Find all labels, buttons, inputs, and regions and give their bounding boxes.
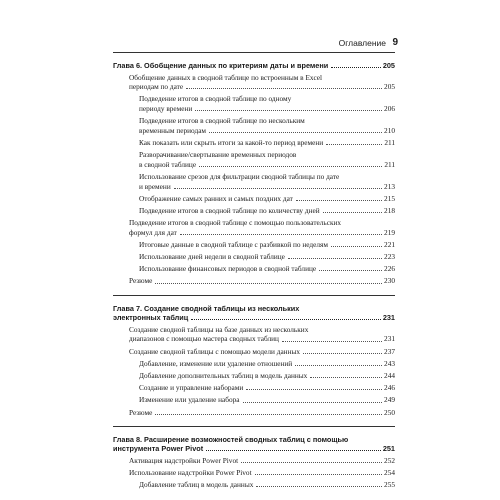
toc-entry-text: Использование срезов для фильтрации сводной таблицы по дате (139, 171, 340, 181)
chapter-title-text: инструмента Power Pivot (113, 444, 204, 454)
toc-entry-text: Создание сводной таблицы с помощью модели данных (129, 346, 301, 356)
dot-leader (246, 389, 382, 390)
dot-leader (206, 450, 381, 451)
toc-entry-line (139, 264, 395, 274)
toc-page-number: 218 (384, 205, 395, 215)
chapter-title-text: Глава 8. Расширение возможностей сводных таблиц с помощью (113, 434, 349, 444)
toc-page-number: 237 (384, 346, 395, 356)
toc-entry (113, 347, 395, 357)
toc-entry (113, 371, 395, 381)
toc-entry-text: Использование финансовых периодов в сводной таблице (139, 264, 317, 274)
toc-entry (113, 480, 395, 490)
toc-entry-line (129, 73, 395, 83)
running-header (0, 38, 500, 52)
dot-leader (282, 341, 382, 342)
toc-page-number: 249 (384, 395, 395, 405)
toc-entry-line (139, 206, 395, 216)
toc-entry (113, 252, 395, 262)
toc-entry-line (139, 194, 395, 204)
dot-leader (174, 188, 382, 189)
toc-entry-line (139, 160, 395, 170)
toc-entry (113, 395, 395, 405)
toc-entry (113, 138, 395, 148)
toc-entry-text: временным периодам (139, 125, 207, 135)
toc-entry (113, 456, 395, 466)
dot-leader (243, 402, 383, 403)
toc-entry-line (129, 408, 395, 418)
chapter-page-number: 251 (382, 444, 395, 454)
toc-entry-text: диапазонов с помощью мастера сводных таблиц (129, 334, 279, 344)
toc-entry-line (139, 172, 395, 182)
toc-entry-text: периодам по дате (129, 82, 184, 92)
dot-leader (303, 353, 382, 354)
toc-entry-text: Добавление таблиц в модель данных (139, 480, 254, 490)
toc-entry (113, 276, 395, 286)
toc-entry-text: и времени (139, 181, 171, 191)
toc-entry-line (139, 138, 395, 148)
toc-entry-line (139, 371, 395, 381)
toc-page-number: 254 (384, 468, 395, 478)
toc-entry-line (139, 359, 395, 369)
toc-page-number: 252 (384, 455, 395, 465)
toc-entry-line (129, 468, 395, 478)
toc-entry-line (139, 240, 395, 250)
toc-page-number: 215 (384, 193, 395, 203)
toc-entry-text: Резюме (129, 276, 153, 286)
toc-entry (113, 325, 395, 344)
dot-leader (180, 234, 382, 235)
chapter-page-number: 231 (382, 313, 395, 323)
toc-entry (113, 94, 395, 113)
toc-entry-line (139, 150, 395, 160)
chapter-heading-line (113, 304, 395, 314)
toc-entry-text: Использование дней недели в сводной таблице (139, 252, 285, 262)
chapter-title-text: Глава 7. Создание сводной таблицы из нескольких (113, 303, 300, 313)
dot-leader (331, 246, 382, 247)
dot-leader (288, 258, 382, 259)
dot-leader (319, 270, 382, 271)
toc-entry-line (129, 276, 395, 286)
toc-entry-line (129, 325, 395, 335)
toc-entry-text: Добавление дополнительных таблиц в модель данных (139, 370, 308, 380)
toc-entry-line (139, 395, 395, 405)
chapter-heading (113, 295, 395, 325)
dot-leader (186, 88, 382, 89)
dot-leader (209, 132, 382, 133)
toc-entry-line (139, 116, 395, 126)
dot-leader (296, 200, 382, 201)
dot-leader (331, 67, 381, 68)
toc-entry (113, 150, 395, 169)
toc-entry-text: в сводной таблице (139, 159, 197, 169)
toc-page-number: 219 (384, 227, 395, 237)
toc-entry-line (139, 182, 395, 192)
toc-entry-text: Подведение итогов в сводной таблице по нескольким (139, 116, 305, 126)
chapter-heading-line (113, 313, 395, 323)
toc-entry-text: периоду времени (139, 103, 193, 113)
toc-entry-text: Изменение или удаление набора (139, 395, 240, 405)
toc-entry (113, 359, 395, 369)
dot-leader (326, 144, 382, 145)
dot-leader (255, 474, 382, 475)
dot-leader (195, 110, 382, 111)
table-of-contents (113, 52, 395, 492)
running-header-title: Оглавление (338, 38, 386, 48)
toc-page-number: 205 (384, 82, 395, 92)
chapter-heading-line (113, 61, 395, 71)
toc-entry-text: Разворачивание/свертывание временных периодов (139, 150, 297, 160)
dot-leader (191, 319, 381, 320)
toc-entry-text: Активация надстройки Power Pivot (129, 455, 239, 465)
toc-page-number: 231 (384, 334, 395, 344)
toc-entry-text: Подведение итогов в сводной таблице по одному (139, 94, 292, 104)
dot-leader (199, 166, 382, 167)
toc-page-number: 206 (384, 103, 395, 113)
toc-page-number: 250 (384, 407, 395, 417)
toc-page-number: 213 (384, 181, 395, 191)
toc-page-number: 246 (384, 383, 395, 393)
toc-entry-line (129, 218, 395, 228)
toc-entry-text: Добавление, изменение или удаление отношений (139, 358, 293, 368)
toc-entry-text: Подведение итогов в сводной таблице с помощью пользовательских (129, 218, 342, 228)
toc-page-number: 223 (384, 252, 395, 262)
toc-page-number: 211 (384, 159, 395, 169)
toc-entry-text: Как показать или скрыть итоги за какой-то период времени (139, 137, 324, 147)
toc-entry (113, 73, 395, 92)
toc-entry-text: Создание и управление наборами (139, 383, 244, 393)
chapter-heading-line (113, 435, 395, 445)
toc-page-number: 244 (384, 370, 395, 380)
toc-entry (113, 240, 395, 250)
toc-entry (113, 383, 395, 393)
chapter-page-number: 205 (382, 61, 395, 70)
chapter-heading (113, 52, 395, 73)
toc-entry (113, 264, 395, 274)
toc-entry-line (139, 252, 395, 262)
toc-page-number: 221 (384, 239, 395, 249)
toc-entry (113, 206, 395, 216)
toc-entry-text: Отображение самых ранних и самых поздних дат (139, 193, 293, 203)
toc-entry-text: Использование надстройки Power Pivot (129, 468, 252, 478)
chapter-heading (113, 426, 395, 456)
toc-entry-text: Итоговые данные в сводной таблице с разбивкой по неделям (139, 239, 328, 249)
toc-entry (113, 194, 395, 204)
toc-entry-text: Создание сводной таблицы на базе данных из нескольких (129, 324, 309, 334)
toc-entry-line (129, 228, 395, 238)
toc-page-number: 243 (384, 358, 395, 368)
toc-page-number: 211 (384, 137, 395, 147)
toc-entry-line (129, 82, 395, 92)
page-number: 9 (392, 37, 398, 48)
toc-page-number: 210 (384, 125, 395, 135)
toc-entry (113, 172, 395, 191)
toc-entry-text: формул для дат (129, 227, 177, 237)
toc-entry-text: Обобщение данных в сводной таблице по встроенным в Excel (129, 72, 323, 82)
toc-entry-text: Подведение итогов в сводной таблице по количеству дней (139, 205, 320, 215)
toc-entry (113, 468, 395, 478)
toc-entry-text: Резюме (129, 407, 153, 417)
chapter-heading-line (113, 444, 395, 454)
toc-page-number: 255 (384, 480, 395, 490)
toc-entry-line (139, 94, 395, 104)
toc-page-number: 226 (384, 264, 395, 274)
dot-leader (256, 486, 382, 487)
toc-entry-line (129, 347, 395, 357)
toc-entry (113, 408, 395, 418)
toc-entry-line (139, 126, 395, 136)
dot-leader (155, 283, 382, 284)
toc-page-number: 230 (384, 276, 395, 286)
toc-entry-line (129, 334, 395, 344)
dot-leader (155, 414, 382, 415)
toc-entry-line (139, 383, 395, 393)
toc-entry-line (139, 480, 395, 490)
chapter-title-text: электронных таблиц (113, 313, 189, 323)
toc-entry (113, 116, 395, 135)
toc-entry (113, 218, 395, 237)
dot-leader (295, 365, 382, 366)
chapter-title-text: Глава 6. Обобщение данных по критериям даты и времени (113, 61, 329, 70)
toc-entry-line (139, 104, 395, 114)
dot-leader (310, 377, 382, 378)
dot-leader (241, 462, 382, 463)
dot-leader (323, 212, 382, 213)
toc-entry-line (129, 456, 395, 466)
